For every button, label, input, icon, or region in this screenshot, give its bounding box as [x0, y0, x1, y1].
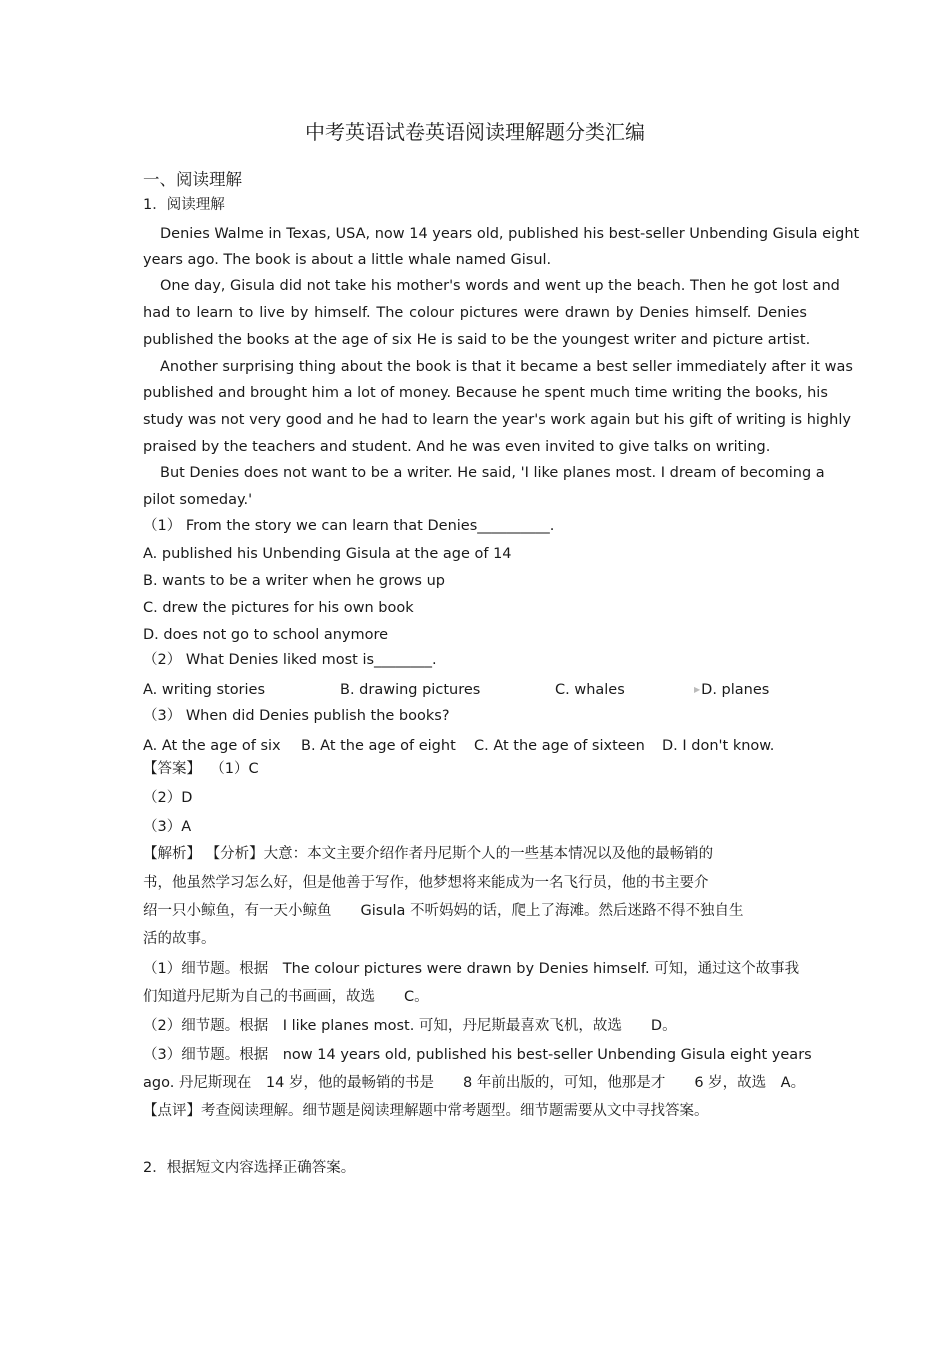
- cursor-mark-icon: ▶: [694, 685, 701, 694]
- word: by: [290, 305, 309, 321]
- passage-line: published and brought him a lot of money. Because he spent much time writing the books, his: [143, 385, 828, 401]
- passage-line: One day, Gisula did not take his mother's words and went up the beach. Then he got lost and: [160, 278, 840, 294]
- answer-option: A. published his Unbending Gisula at the age of 14: [143, 546, 512, 562]
- question-number: 1．阅读理解: [143, 197, 225, 213]
- answer-line: [143, 759, 259, 779]
- answer-option: A. writing stories: [143, 682, 266, 698]
- word: drawn: [564, 305, 610, 321]
- question-stem: （1） From the story we can learn that Denies__________.: [143, 518, 555, 534]
- question-stem: （2） What Denies liked most is________.: [143, 652, 437, 668]
- word: himself.: [694, 305, 752, 321]
- analysis-line: 们知道丹尼斯为自己的书画画，故选 C。: [143, 989, 429, 1005]
- word: Denies: [757, 305, 807, 321]
- passage-line: published the books at the age of six He is said to be the youngest writer and picture artist.: [143, 332, 811, 348]
- passage-line: But Denies does not want to be a writer. He said, 'I like planes most. I dream of becoming a: [160, 465, 825, 481]
- passage-line: praised by the teachers and student. And he was even invited to give talks on writing.: [143, 439, 771, 455]
- passage-line: study was not very good and he had to learn the year's work again but his gift of writing is highly: [143, 412, 851, 428]
- analysis-line: 【解析】 【分析】大意：本文主要介绍作者丹尼斯个人的一些基本情况以及他的最畅销的: [143, 846, 714, 862]
- word: learn: [196, 305, 234, 321]
- passage-line: years ago. The book is about a little whale named Gisul.: [143, 252, 552, 268]
- word: Denies: [639, 305, 690, 321]
- word: The: [376, 305, 404, 321]
- analysis-line: 【点评】考查阅读理解。细节题是阅读理解题中常考题型。细节题需要从文中寻找答案。: [143, 1103, 709, 1119]
- word: were: [523, 305, 560, 321]
- answer-option: C. drew the pictures for his own book: [143, 600, 414, 616]
- passage-line: pilot someday.': [143, 492, 253, 508]
- word: colour: [409, 305, 455, 321]
- passage-line: Another surprising thing about the book is that it became a best seller immediately after it was: [160, 359, 853, 375]
- analysis-line: （2）细节题。根据 I like planes most. 可知，丹尼斯最喜欢飞机，故选 D。: [143, 1018, 677, 1034]
- answer-option: B. At the age of eight: [301, 738, 456, 754]
- answer-option: C. whales: [555, 682, 625, 698]
- word: himself.: [314, 305, 371, 321]
- passage-line-justified: [143, 303, 807, 323]
- question-stem: （3） When did Denies publish the books?: [143, 708, 450, 724]
- passage-line: Denies Walme in Texas, USA, now 14 years old, published his best-seller Unbending Gisula eight: [160, 226, 860, 242]
- section-heading: 一、阅读理解: [143, 170, 242, 189]
- analysis-line: ago. 丹尼斯现在 14 岁，他的最畅销的书是 8 年前出版的，可知，他那是才 6 岁，故选 A。: [143, 1075, 806, 1091]
- answer-value: （2）D: [143, 790, 193, 806]
- analysis-line: 书，他虽然学习怎么好，但是他善于写作，他梦想将来能成为一名飞行员，他的书主要介: [143, 875, 709, 891]
- word: live: [259, 305, 285, 321]
- answer-label: 【答案】: [143, 761, 201, 777]
- answer-value: （1）C: [210, 761, 259, 777]
- answer-option-wrap: [694, 680, 769, 700]
- analysis-line: 活的故事。: [143, 931, 216, 947]
- word: had: [143, 305, 171, 321]
- answer-option: D. I don't know.: [662, 738, 775, 754]
- analysis-line: （3）细节题。根据 now 14 years old, published his best-seller Unbending Gisula eight years: [143, 1047, 812, 1063]
- word: to: [176, 305, 191, 321]
- analysis-line: 绍一只小鲸鱼，有一天小鲸鱼 Gisula 不听妈妈的话，爬上了海滩。然后迷路不得不独自生: [143, 903, 744, 919]
- answer-option: B. drawing pictures: [340, 682, 481, 698]
- question-number: 2．根据短文内容选择正确答案。: [143, 1160, 356, 1176]
- word: to: [238, 305, 254, 321]
- answer-option: C. At the age of sixteen: [474, 738, 645, 754]
- word: pictures: [459, 305, 518, 321]
- answer-option: A. At the age of six: [143, 738, 281, 754]
- answer-value: （3）A: [143, 819, 192, 835]
- answer-option: D. planes: [701, 682, 770, 698]
- page-title: 中考英语试卷英语阅读理解题分类汇编: [305, 120, 645, 144]
- answer-option: B. wants to be a writer when he grows up: [143, 573, 445, 589]
- answer-option: D. does not go to school anymore: [143, 627, 389, 643]
- analysis-line: （1）细节题。根据 The colour pictures were drawn by Denies himself. 可知，通过这个故事我: [143, 961, 800, 977]
- word: by: [615, 305, 634, 321]
